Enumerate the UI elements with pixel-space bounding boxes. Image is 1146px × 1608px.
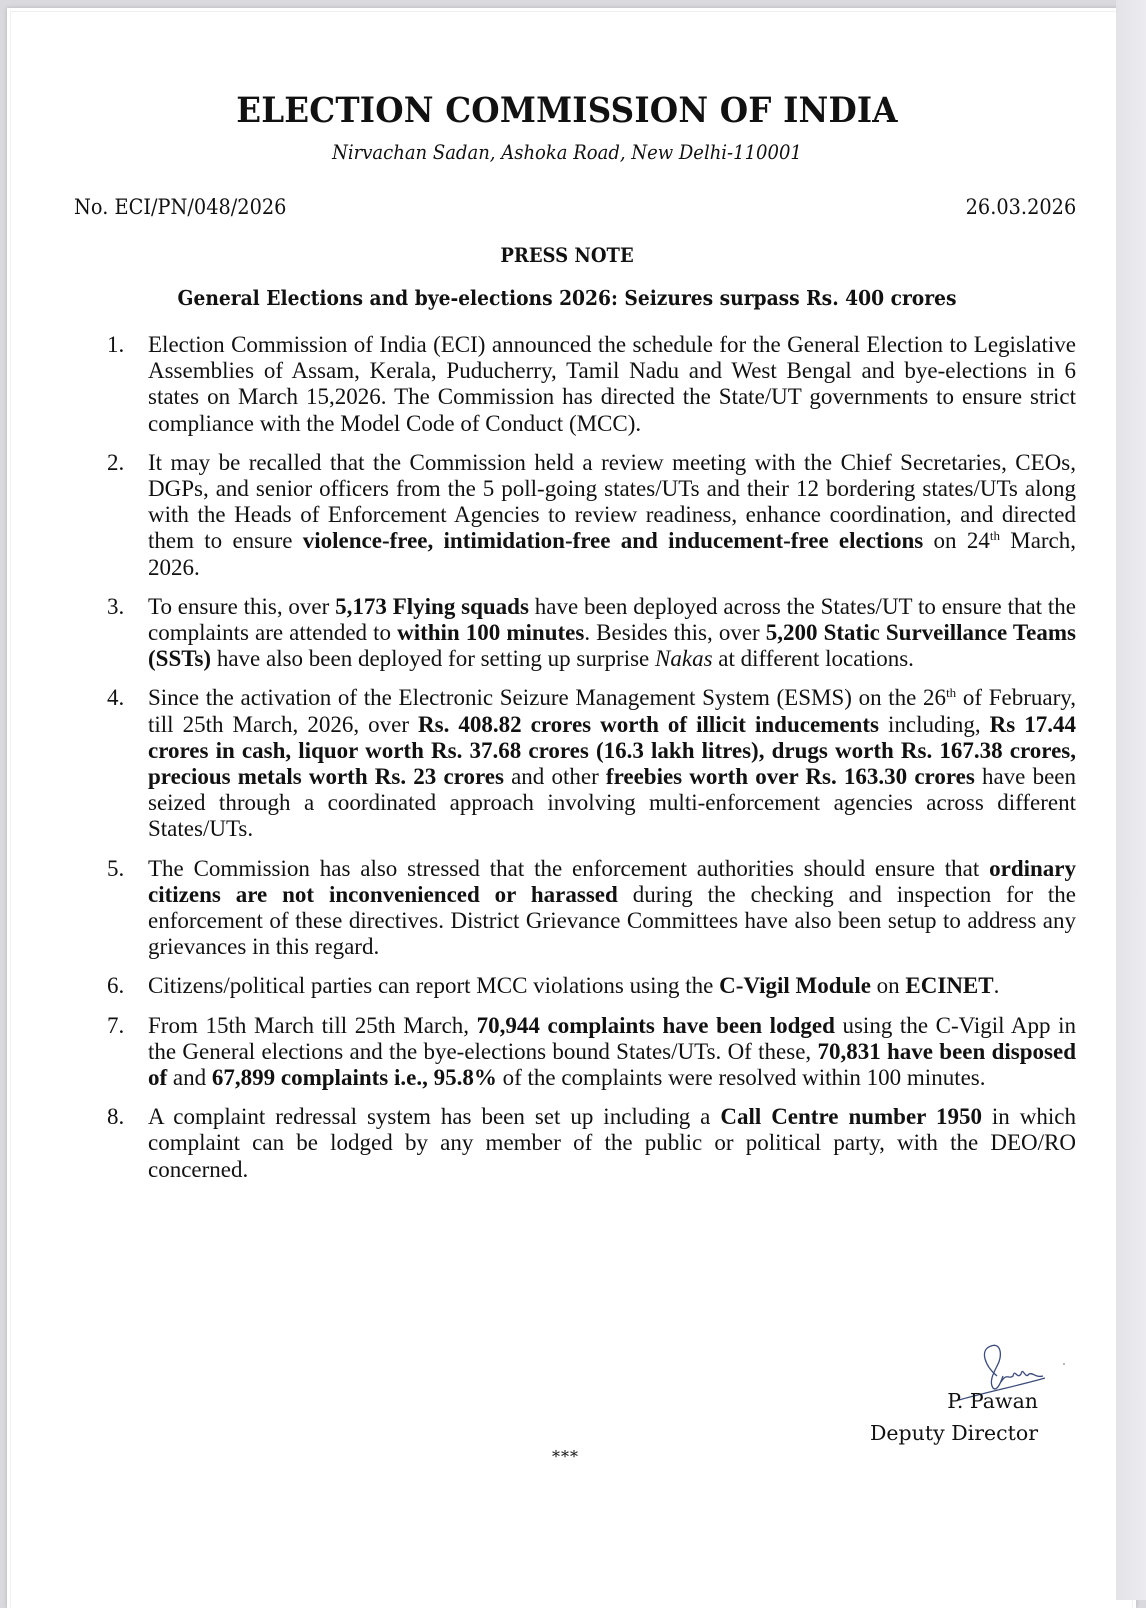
emphasized-text: violence-free, intimidation-free and inducement-free elections	[302, 528, 924, 554]
emphasized-text: Rs 17.44 crores in cash, liquor worth Rs. 37.68 crores (16.3 lakh litres), drugs worth Rs. 167.38 crores, precious metals worth Rs. 23 crores	[148, 711, 1076, 790]
organization-title: ELECTION COMMISSION OF INDIA	[236, 90, 898, 131]
emphasized-text: Call Centre number 1950	[720, 1104, 982, 1130]
list-item-number: 6.	[107, 973, 125, 999]
emphasized-text: 70,831 have been disposed of	[148, 1038, 1076, 1091]
paragraph-text: and	[167, 1065, 212, 1091]
signer-designation: Deputy Director	[869, 1421, 1038, 1445]
list-item	[107, 594, 1076, 673]
list-item-number: 8.	[107, 1104, 125, 1130]
numbered-points-list	[107, 332, 1076, 1196]
list-item-number: 2.	[107, 449, 125, 475]
list-item	[107, 856, 1076, 961]
paragraph-text: and other	[503, 764, 606, 790]
emphasized-text: C-Vigil Module	[719, 973, 871, 999]
paragraph-text: have also been deployed for setting up surprise	[211, 646, 656, 672]
paragraph-text: Citizens/political parties can report MCC violations using the	[148, 973, 720, 999]
paragraph-text: It may be recalled that the Commission held a review meeting with the Chief Secretaries, CEOs, DGPs, and senior officers from the 5 poll-going states/UTs and their 12 bordering states/UTs along with the Heads of Enforcement Agencies to review readiness, enhance coordination, and directed them to ensure	[148, 449, 1076, 554]
paragraph-text: . Besides this, over	[584, 620, 766, 646]
list-item-number: 1.	[107, 332, 125, 357]
ordinal-suffix: th	[989, 528, 1000, 544]
signer-name: P. Pawan	[947, 1389, 1038, 1413]
paragraph-text: using the C-Vigil App in the General elections and the bye-elections bound States/UTs. Of these,	[148, 1012, 1076, 1064]
organization-address: Nirvachan Sadan, Ashoka Road, New Delhi-110001	[332, 140, 802, 164]
list-item-number: 3.	[107, 593, 125, 619]
subject-heading: General Elections and bye-elections 2026: Seizures surpass Rs. 400 crores	[177, 286, 957, 310]
emphasized-text: 70,944 complaints have been lodged	[476, 1012, 835, 1038]
paragraph-text: A complaint redressal system has been set up including a	[148, 1104, 721, 1130]
paragraph-text: on 24	[923, 528, 990, 554]
paragraph-text: The Commission has also stressed that the enforcement authorities should ensure that	[148, 855, 990, 881]
emphasized-text: Rs. 408.82 crores worth of illicit inducements	[418, 711, 879, 737]
list-item	[107, 685, 1076, 842]
paragraph-text: have been deployed across the States/UT to ensure that the complaints are attended to	[148, 593, 1076, 646]
end-of-document-mark: ***	[552, 1447, 579, 1466]
emphasized-text: ordinary citizens are not inconvenienced or harassed	[148, 855, 1076, 907]
paragraph-text: Election Commission of India (ECI) announced the schedule for the General Election to Legislative Assemblies of Assam, Kerala, Puducherry, Tamil Nadu and West Bengal and bye-elections in 6 states on March 15,2026. The Commission has directed the State/UT governments to ensure strict compliance with the Model Code of Conduct (MCC).	[148, 332, 1076, 436]
list-item	[107, 332, 1076, 437]
paragraph-text: have been seized through a coordinated approach involving multi-enforcement agencies across different States/UTs.	[148, 764, 1076, 842]
list-item	[107, 973, 1076, 999]
paragraph-text: on	[870, 973, 906, 999]
reference-number: No. ECI/PN/048/2026	[74, 195, 287, 219]
emphasized-text: 5,173 Flying squads	[335, 593, 529, 619]
ordinal-suffix: th	[946, 685, 957, 701]
paragraph-text: Since the activation of the Electronic Seizure Management System (ESMS) on the 26	[148, 685, 947, 711]
list-item	[107, 450, 1076, 581]
list-item-number: 4.	[107, 685, 125, 711]
paragraph-text: including,	[878, 711, 990, 737]
list-item	[107, 1104, 1076, 1183]
emphasized-text: ECINET	[905, 973, 994, 999]
list-item-number: 7.	[107, 1012, 125, 1038]
viewer-margin	[1116, 0, 1146, 1600]
paragraph-text: during the checking and inspection for the enforcement of these directives. District Grievance Committees have also been setup to address any grievances in this regard.	[148, 881, 1077, 960]
paragraph-text: at different locations.	[712, 646, 914, 672]
paragraph-text: To ensure this, over	[148, 593, 336, 619]
emphasized-text: within 100 minutes	[397, 620, 585, 646]
paragraph-text: .	[993, 973, 1000, 999]
list-item	[107, 1013, 1076, 1092]
emphasized-text: 67,899 complaints i.e., 95.8%	[211, 1065, 497, 1091]
paragraph-text: March, 2026.	[148, 528, 1077, 580]
paragraph-text: in which complaint can be lodged by any member of the public or political party, with the DEO/RO concerned.	[148, 1104, 1076, 1182]
paragraph-text: Nakas	[655, 646, 713, 672]
list-item-number: 5.	[107, 855, 125, 881]
emphasized-text: 5,200 Static Surveillance Teams (SSTs)	[148, 620, 1076, 672]
paragraph-text: of February, till 25th March, 2026, over	[148, 685, 1076, 737]
document-page	[7, 8, 1136, 1608]
paragraph-text: From 15th March till 25th March,	[148, 1012, 477, 1038]
paragraph-text: of the complaints were resolved within 100 minutes.	[496, 1065, 986, 1091]
document-type-heading: PRESS NOTE	[500, 243, 634, 267]
emphasized-text: freebies worth over Rs. 163.30 crores	[605, 764, 975, 790]
document-date: 26.03.2026	[965, 195, 1076, 219]
reference-row	[74, 195, 1076, 219]
